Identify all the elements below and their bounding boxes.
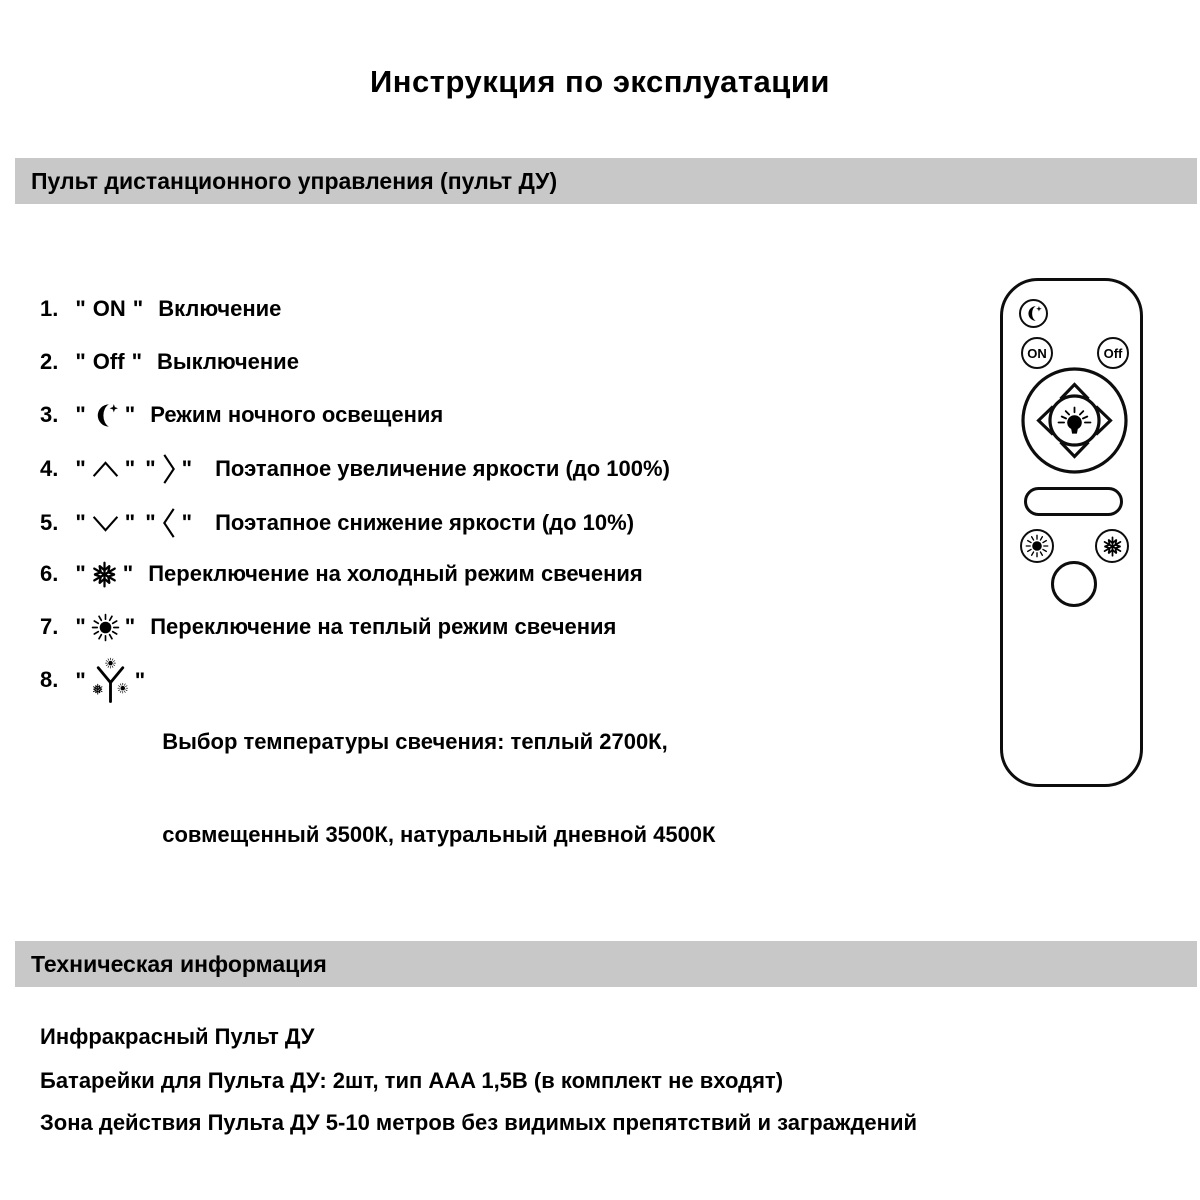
section-header-technical-label: Техническая информация bbox=[31, 950, 327, 977]
item-description: Поэтапное увеличение яркости (до 100%) bbox=[215, 456, 670, 481]
item-description: Поэтапное снижение яркости (до 10%) bbox=[215, 510, 635, 535]
snowflake-icon bbox=[91, 561, 118, 588]
off-label: Off bbox=[92, 349, 125, 374]
instruction-item-brightness-up: 4. " " " " Поэтапное увеличение яркости (до 100%) bbox=[40, 452, 670, 486]
tech-line: Батарейки для Пульта ДУ: 2шт, тип AAA 1,5В (в комплект не входят) bbox=[40, 1068, 784, 1093]
item-number: 2. bbox=[40, 349, 59, 374]
section-header-remote-label: Пульт дистанционного управления (пульт ДУ) bbox=[31, 167, 558, 194]
item-number: 4. bbox=[40, 456, 59, 481]
item-number: 8. bbox=[40, 667, 59, 692]
tech-line: Инфракрасный Пульт ДУ bbox=[40, 1024, 315, 1049]
item-description: Режим ночного освещения bbox=[150, 402, 444, 427]
crescent-moon-icon bbox=[91, 401, 120, 430]
blank-round-button bbox=[1051, 561, 1097, 607]
warm-light-button bbox=[1020, 529, 1054, 563]
pill-button bbox=[1024, 487, 1123, 516]
instruction-item-warm-mode: 7. " " Переключение на теплый режим свечения bbox=[40, 612, 616, 642]
item-number: 3. bbox=[40, 402, 59, 427]
item-number: 7. bbox=[40, 614, 59, 639]
temperature-select-icon bbox=[91, 657, 130, 704]
chevron-down-icon bbox=[91, 514, 120, 533]
item-description: Переключение на теплый режим свечения bbox=[150, 614, 617, 639]
instruction-item-temperature-select: 8. " " Выбор температуры свечения: теплый 2700К, совмещенный 3500К, натуральный дневной 4500К bbox=[40, 664, 715, 912]
chevron-right-icon bbox=[161, 452, 177, 486]
page-title: Инструкция по эксплуатации bbox=[370, 64, 830, 99]
instruction-item-cold-mode: 6. " " Переключение на холодный режим свечения bbox=[40, 559, 643, 589]
section-header-technical bbox=[15, 941, 1197, 987]
cold-light-button bbox=[1095, 529, 1129, 563]
crescent-moon-icon bbox=[1024, 304, 1043, 323]
remote-control-illustration bbox=[1000, 278, 1143, 787]
item-description: Включение bbox=[158, 296, 282, 321]
instruction-item-off: 2. " Off " Выключение bbox=[40, 347, 299, 377]
navigation-pad bbox=[1019, 365, 1130, 476]
item-number: 5. bbox=[40, 510, 59, 535]
night-mode-button bbox=[1019, 299, 1048, 328]
sun-icon bbox=[91, 613, 120, 642]
on-label: ON bbox=[92, 296, 126, 321]
instruction-item-on: 1. " ON " Включение bbox=[40, 294, 281, 324]
light-bulb-icon bbox=[1059, 408, 1091, 434]
chevron-up-icon bbox=[91, 460, 120, 479]
item-description: Переключение на холодный режим свечения bbox=[148, 561, 643, 586]
instruction-item-night-mode: 3. " " Режим ночного освещения bbox=[40, 400, 443, 430]
item-number: 1. bbox=[40, 296, 59, 321]
item-description: Выключение bbox=[157, 349, 299, 374]
tech-line: Зона действия Пульта ДУ 5-10 метров без видимых препятствий и заграждений bbox=[40, 1110, 918, 1135]
item-description: Выбор температуры свечения: теплый 2700К, совмещенный 3500К, натуральный дневной 4500К bbox=[162, 729, 716, 847]
section-header-remote bbox=[15, 158, 1197, 204]
on-button-label: ON bbox=[1027, 345, 1047, 361]
snowflake-icon bbox=[1102, 536, 1123, 557]
chevron-left-icon bbox=[161, 506, 177, 540]
instruction-item-brightness-down: 5. " " " " Поэтапное снижение яркости (до 10%) bbox=[40, 506, 634, 540]
item-number: 6. bbox=[40, 561, 59, 586]
off-button-label: Off bbox=[1103, 345, 1123, 361]
sun-icon bbox=[1025, 534, 1049, 558]
